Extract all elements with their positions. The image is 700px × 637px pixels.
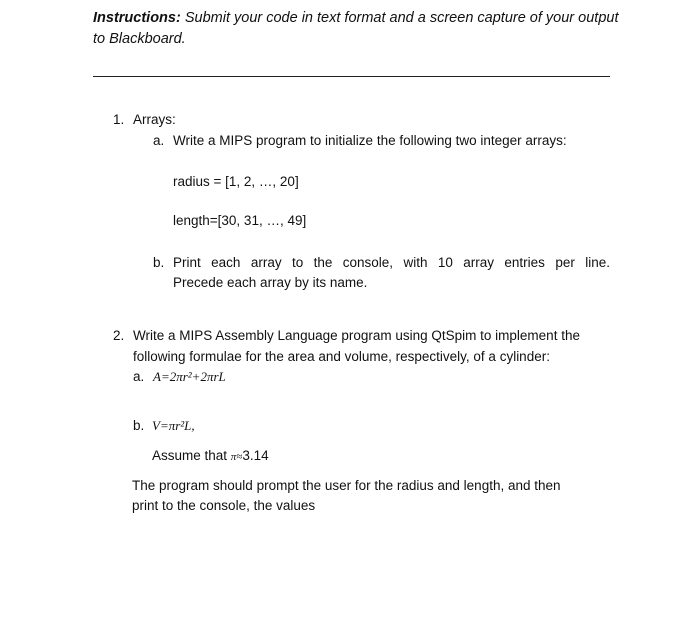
- pi-approx-symbol: π≈: [230, 451, 243, 463]
- area-formula: A=2πr²+2πrL: [153, 369, 226, 384]
- q2b-letter: b.: [133, 418, 145, 433]
- instructions-label: Instructions:: [93, 10, 181, 26]
- q2a-letter: a.: [133, 369, 145, 384]
- closing-line1: The program should prompt the user for the radius and length, and then: [132, 478, 561, 493]
- q1a-text: Write a MIPS program to initialize the following two integer arrays:: [173, 133, 567, 148]
- assume-line: [152, 446, 269, 467]
- q2-number: 2.: [113, 328, 125, 343]
- assume-prefix: Assume that: [152, 448, 231, 463]
- volume-formula: V=πr²L,: [152, 418, 195, 433]
- divider-line: [93, 76, 610, 77]
- closing-line2: print to the console, the values: [132, 498, 316, 513]
- q2-line1: Write a MIPS Assembly Language program using QtSpim to implement the: [133, 328, 580, 343]
- q2-line2: following formulae for the area and volume, respectively, of a cylinder:: [133, 349, 550, 364]
- q1-title: Arrays:: [133, 112, 176, 127]
- pi-value: 3.14: [242, 448, 269, 463]
- instructions-paragraph: [93, 8, 623, 50]
- q1-number: 1.: [113, 112, 125, 127]
- instructions-text: Submit your code in text format and a screen capture of your output to Blackboard.: [93, 10, 619, 47]
- q1b-line1: Print each array to the console, with 10 array entries per line.: [173, 255, 610, 270]
- q1b-letter: b.: [153, 255, 165, 270]
- length-array: length=[30, 31, …, 49]: [173, 213, 307, 228]
- q1a-letter: a.: [153, 133, 165, 148]
- q1b-line2: Precede each array by its name.: [173, 275, 368, 290]
- radius-array: radius = [1, 2, …, 20]: [173, 174, 299, 189]
